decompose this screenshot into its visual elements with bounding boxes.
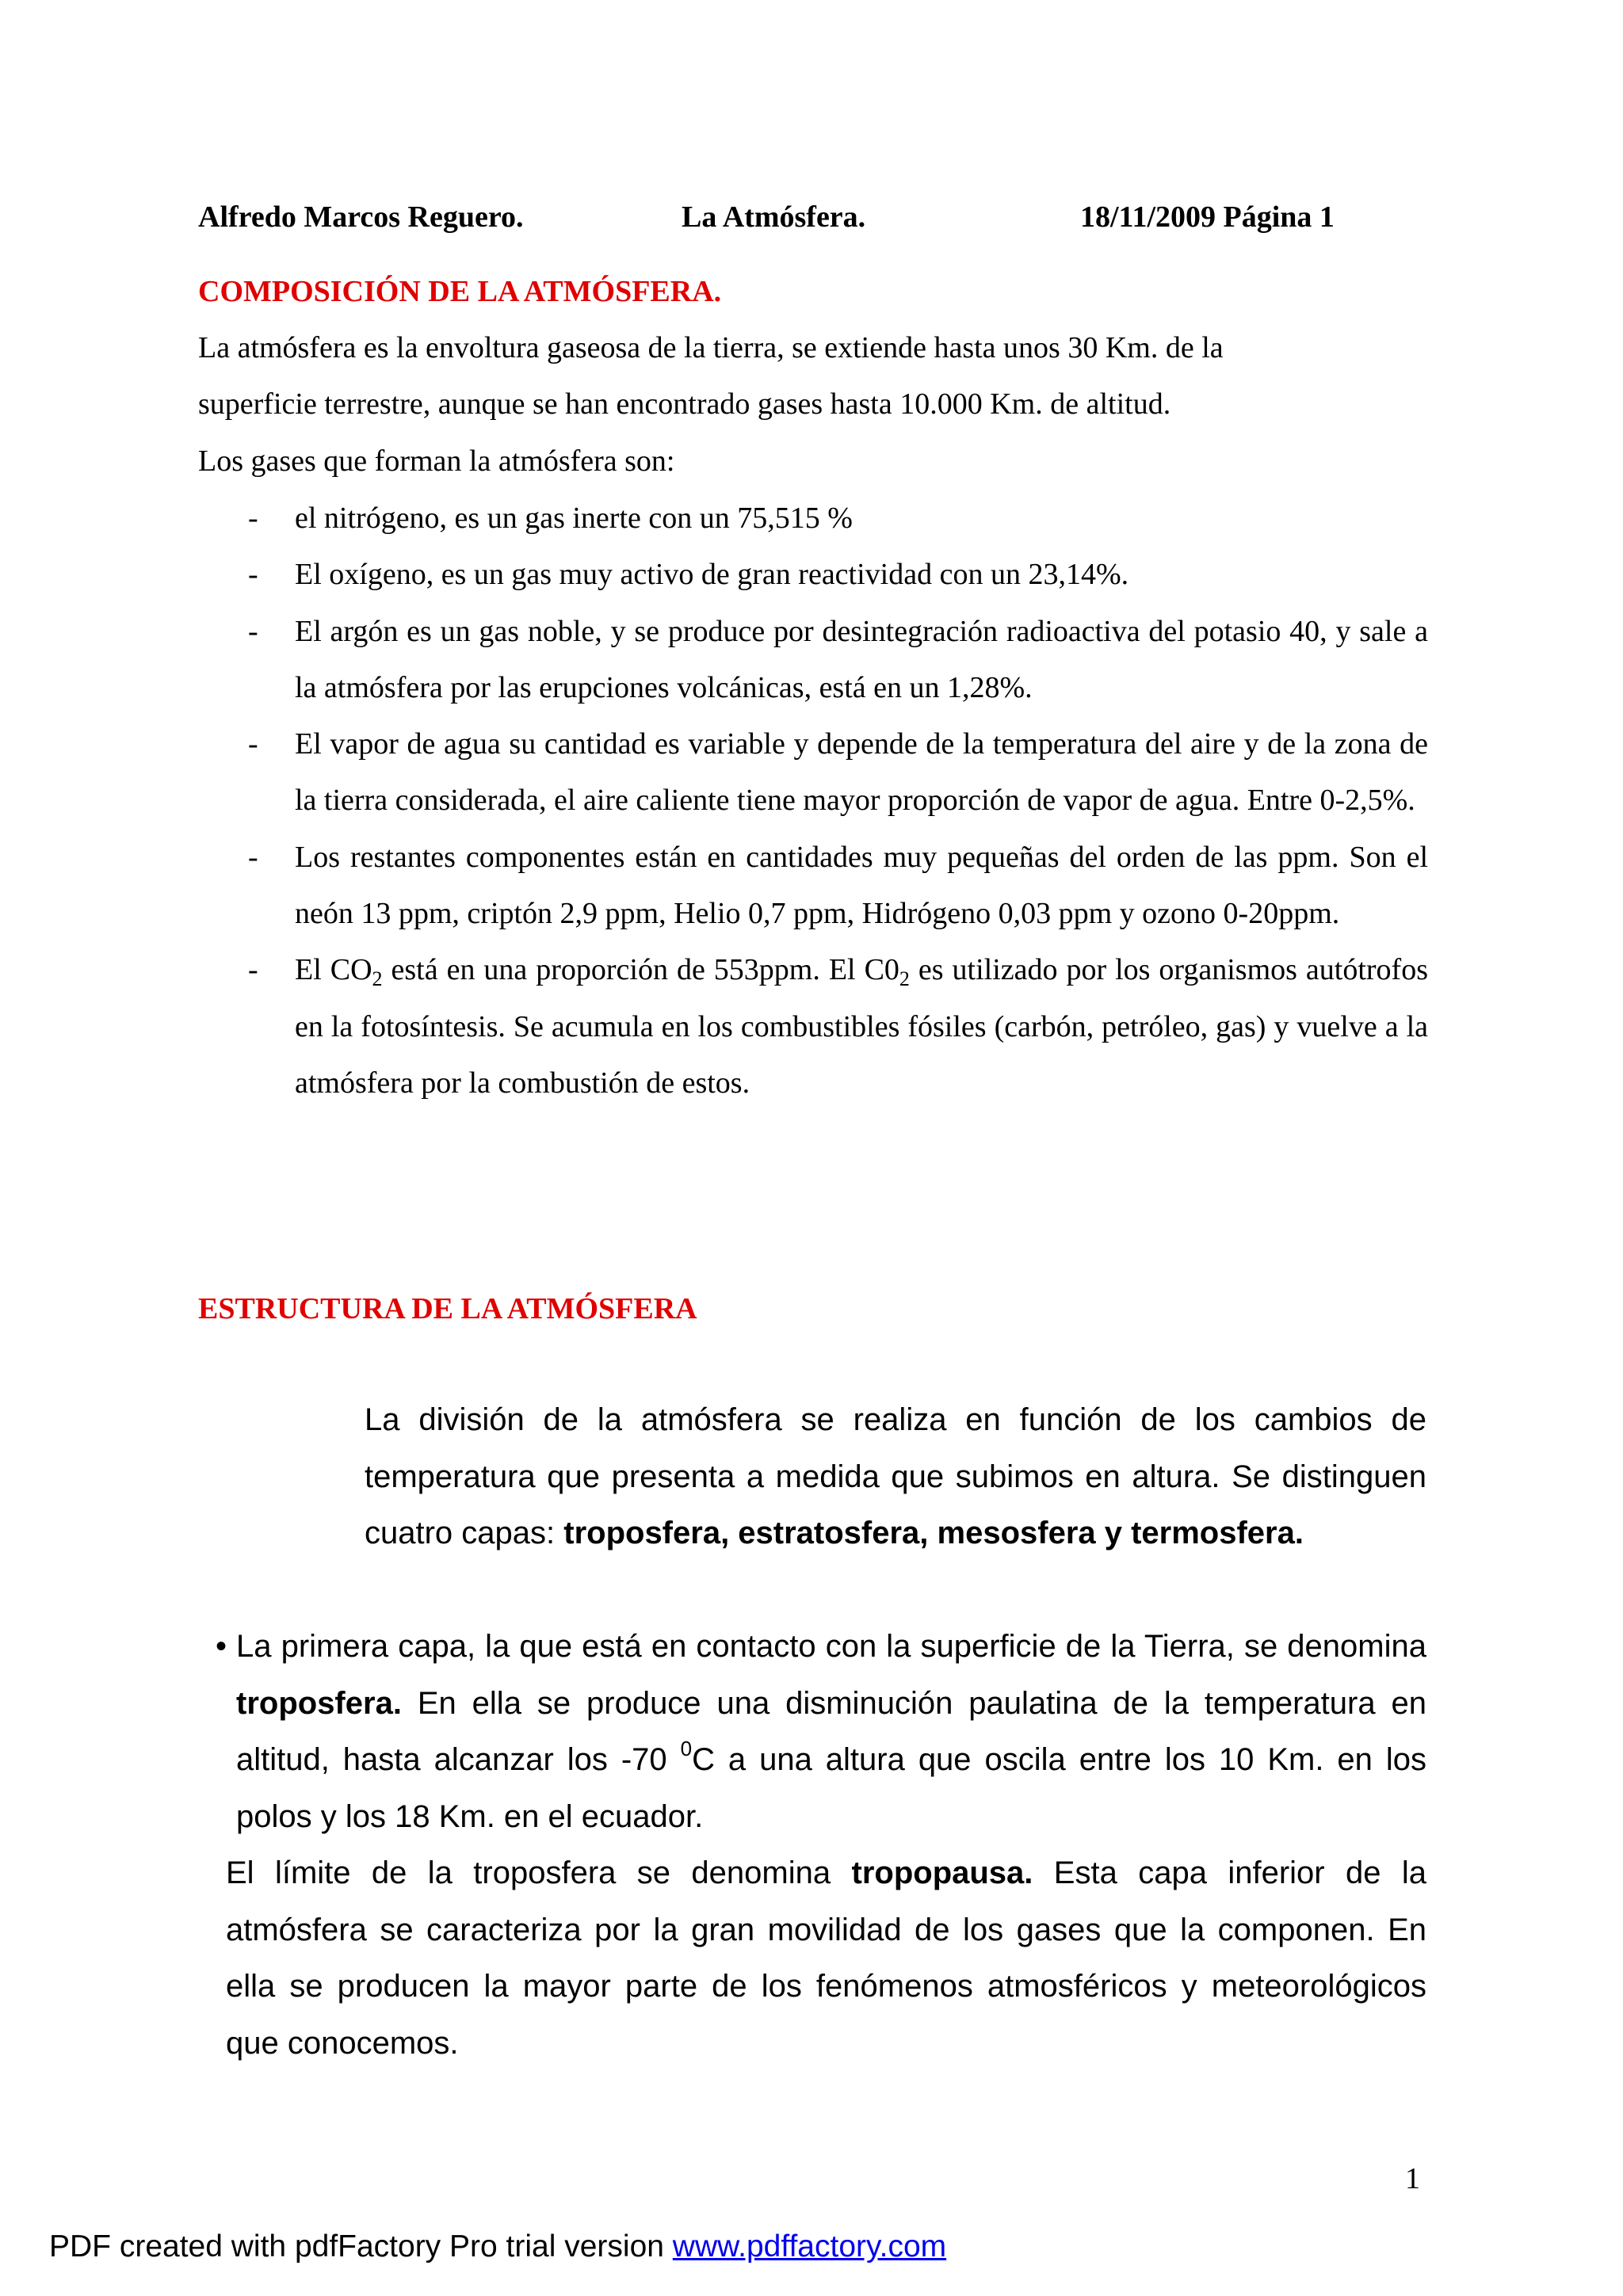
header-title: La Atmósfera.: [682, 200, 866, 234]
co2-subscript: 2: [899, 967, 910, 991]
list-item: [198, 547, 1428, 603]
header-author: Alfredo Marcos Reguero.: [198, 200, 524, 234]
list-dash: -: [248, 502, 258, 535]
header-date-page: 18/11/2009 Página 1: [1080, 200, 1335, 234]
tropopausa-text-1: El límite de la troposfera se denomina: [226, 1855, 852, 1890]
paragraph-intro: Los gases que forman la atmósfera son:: [198, 444, 675, 478]
page-number: 1: [1405, 2162, 1420, 2195]
bullet-icon: •: [216, 1629, 227, 1664]
list-item-text: El argón es un gas noble, y se produce por desintegración radioactiva del potasio 40, y sale a la atmósfera por las erupciones volcánicas, está en un 1,28%.: [295, 614, 1428, 704]
pdf-footer: [49, 2223, 946, 2271]
tropopausa-text-2: Esta capa inferior de la atmósfera se caracteriza por la gran movilidad de los gases que la componen. En ella se producen la mayor parte de los fenómenos atmosféricos y meteorológicos que conocemos.: [226, 1855, 1427, 2061]
footer-text: PDF created with pdfFactory Pro trial version: [49, 2229, 673, 2264]
paragraph-line: superficie terrestre, aunque se han encontrado gases hasta 10.000 Km. de altitud.: [198, 387, 1171, 421]
list-item-text: el nitrógeno, es un gas inerte con un 75,515 %: [295, 502, 853, 535]
section-heading-estructura: ESTRUCTURA DE LA ATMÓSFERA: [198, 1292, 697, 1325]
list-item-text: Los restantes componentes están en cantidades muy pequeñas del orden de las ppm. Son el neón 13 ppm, criptón 2,9 ppm, Helio 0,7 ppm, Hidrógeno 0,03 ppm y ozono 0-20ppm.: [295, 840, 1428, 931]
troposfera-text-2: En ella se produce una disminución paulatina de la temperatura en altitud, hasta alcanzar los -70: [236, 1685, 1426, 1777]
layer-names: troposfera, estratosfera, mesosfera y termosfera.: [563, 1516, 1304, 1550]
co2-text-1: El CO: [295, 953, 372, 987]
list-item: [198, 604, 1428, 717]
list-item: [198, 830, 1428, 943]
gas-list: [198, 490, 1428, 1112]
list-dash: -: [248, 727, 258, 761]
footer-link[interactable]: www.pdffactory.com: [672, 2229, 947, 2264]
structure-intro-text: La división de la atmósfera se realiza en función de los cambios de temperatura que presenta a medida que subimos en altura. Se distinguen cuatro capas:: [365, 1402, 1426, 1550]
list-item-text: El vapor de agua su cantidad es variable y depende de la temperatura del aire y de la zona de la tierra considerada, el aire caliente tiene mayor proporción de vapor de agua. Entre 0-2,5%.: [295, 727, 1428, 818]
list-item: [198, 716, 1428, 830]
list-item-text: El oxígeno, es un gas muy activo de gran reactividad con un 23,14%.: [295, 558, 1129, 592]
list-dash: -: [248, 558, 258, 592]
co2-text-3: es utilizado por los organismos autótrofos en la fotosíntesis. Se acumula en los combustibles fósiles (carbón, petróleo, gas) y vuelve a la atmósfera por la combustión de estos.: [295, 953, 1428, 1100]
troposfera-text-1: La primera capa, la que está en contacto con la superficie de la Tierra, se denomina: [236, 1629, 1426, 1664]
troposfera-paragraph: [216, 1619, 1427, 1845]
section-heading-composicion: COMPOSICIÓN DE LA ATMÓSFERA.: [198, 275, 722, 308]
list-item: [198, 490, 1428, 547]
co2-subscript: 2: [372, 967, 383, 991]
list-dash: -: [248, 614, 258, 648]
paragraph-line: La atmósfera es la envoltura gaseosa de la tierra, se extiende hasta unos 30 Km. de la: [198, 331, 1224, 364]
degree-superscript: 0: [680, 1737, 693, 1760]
structure-intro: [365, 1392, 1426, 1562]
list-dash: -: [248, 840, 258, 874]
list-item-co2: [198, 942, 1428, 1112]
troposfera-text-3: C a una altura que oscila entre los 10 Km. en los polos y los 18 Km. en el ecuador.: [236, 1742, 1427, 1834]
troposfera-term: troposfera.: [236, 1685, 402, 1721]
list-dash: -: [248, 953, 258, 987]
co2-text-2: está en una proporción de 553ppm. El C0: [382, 953, 899, 987]
tropopausa-term: tropopausa.: [851, 1855, 1033, 1890]
tropopausa-paragraph: [226, 1845, 1426, 2072]
